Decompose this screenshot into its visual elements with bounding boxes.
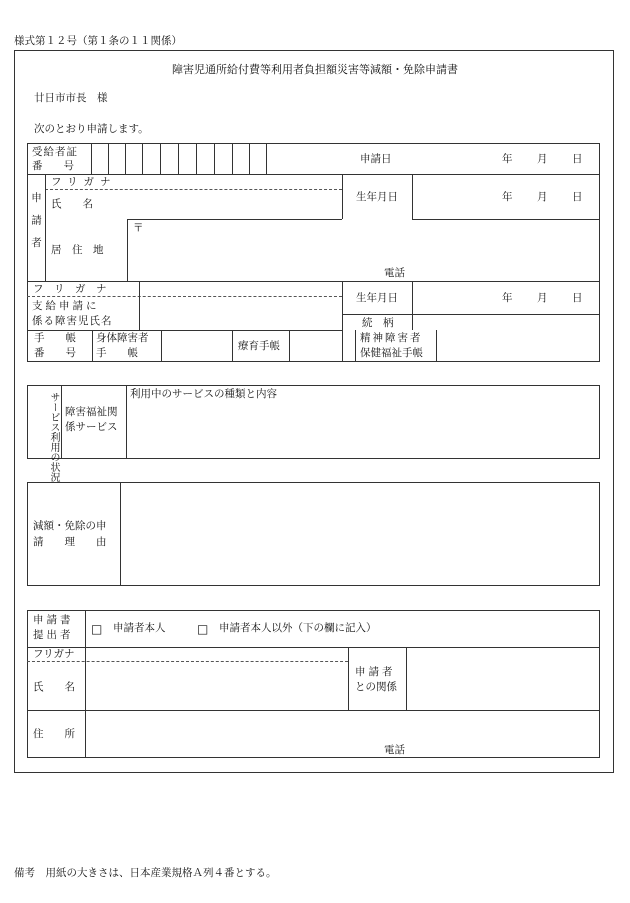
applicant-side-label: 申請者	[30, 192, 42, 260]
child-dob-day: 日	[572, 292, 583, 304]
ryoiku-handbook-label: 療育手帳	[238, 340, 280, 352]
phone-label: 電話	[384, 267, 405, 279]
child-dob-label: 生年月日	[356, 292, 398, 304]
service-content-header: 利用中のサービスの種類と内容	[130, 388, 277, 400]
month-label: 月	[537, 153, 548, 165]
child-name-label: 支給申請に	[32, 300, 100, 312]
remarks: 備考 用紙の大きさは、日本産業規格Ａ列４番とする。	[14, 867, 277, 879]
physical-handbook-label-2: 手 帳	[96, 347, 138, 359]
option-other-label: 申請者本人以外（下の欄に記入）	[219, 622, 377, 634]
recipient-number-label: 受給者証	[32, 146, 78, 158]
submitter-furigana-label: フリガナ	[33, 648, 75, 660]
physical-handbook-label: 身体障害者	[96, 332, 149, 344]
welfare-service-label: 障害福祉関	[65, 406, 118, 418]
child-dob-month: 月	[537, 292, 548, 304]
submitter-name-label: 氏 名	[33, 681, 75, 693]
application-date-label: 申請日	[360, 153, 392, 165]
child-dob-year: 年	[502, 292, 513, 304]
option-self-label: 申請者本人	[113, 622, 166, 634]
form-title: 障害児通所給付費等利用者負担額災害等減額・免除申請書	[172, 63, 458, 76]
furigana-label: フリガナ	[51, 176, 117, 188]
name-label: 氏 名	[51, 198, 93, 210]
form-number: 様式第１２号（第１条の１１関係）	[14, 35, 182, 47]
service-side-label-text: サービス利用の状況	[48, 392, 59, 482]
relationship-label: 続 柄	[362, 317, 394, 329]
submitter-label-2: 提出者	[33, 629, 74, 641]
dob-year-label: 年	[502, 191, 513, 203]
relation-label-2: との関係	[355, 681, 397, 693]
checkbox-self[interactable]: □	[91, 622, 103, 636]
child-furigana-label: フ リ ガ ナ	[33, 283, 107, 295]
handbook-label-2: 番 号	[34, 347, 76, 359]
welfare-service-label-2: 係サービス	[65, 421, 118, 433]
checkbox-other[interactable]: □	[197, 622, 209, 636]
submitter-phone-label: 電話	[384, 744, 405, 756]
service-side-label	[29, 392, 59, 482]
dob-day-label: 日	[572, 191, 583, 203]
address-label: 居 住 地	[51, 244, 104, 256]
addressee: 廿日市市長 様	[34, 92, 108, 104]
submitter-label: 申請書	[33, 614, 74, 626]
handbook-label: 手 帳	[34, 332, 76, 344]
mental-handbook-label: 精神障害者	[360, 332, 423, 344]
mental-handbook-label-2: 保健福祉手帳	[360, 347, 423, 359]
intro-text: 次のとおり申請します。	[34, 123, 149, 135]
reason-label-2: 請 理 由	[33, 536, 107, 548]
recipient-number-label-2: 番 号	[32, 160, 74, 172]
relation-label: 申請者	[355, 666, 396, 678]
submitter-address-label: 住 所	[33, 728, 75, 740]
postal-mark: 〒	[133, 222, 144, 234]
dob-label: 生年月日	[356, 191, 398, 203]
day-label: 日	[572, 153, 583, 165]
reason-label: 減額・免除の申	[33, 520, 107, 532]
year-label: 年	[502, 153, 513, 165]
dob-month-label: 月	[537, 191, 548, 203]
child-name-label-2: 係る障害児氏名	[32, 315, 113, 327]
